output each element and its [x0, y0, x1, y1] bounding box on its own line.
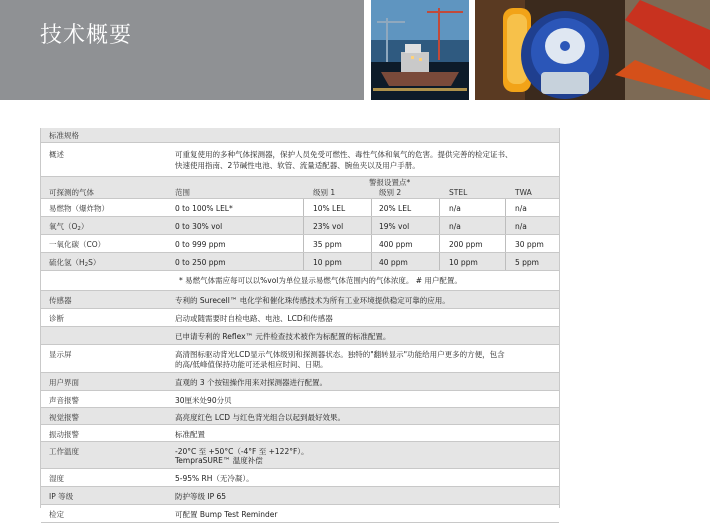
table-row: [41, 253, 559, 271]
gas-level1: 35 ppm: [313, 240, 342, 249]
last-row-text: 可配置 Bump Test Reminder: [175, 510, 278, 519]
temperature-text-1: -20°C 至 +50°C（-4°F 至 +122°F）。: [175, 447, 309, 456]
gas-level2: 40 ppm: [379, 258, 408, 267]
display-text-1: 高清图标驱动背光LCD显示气体级别和探测器状态。独特的"翻转显示"功能给用户更多的方便，包含: [175, 350, 505, 359]
gas-stel: n/a: [449, 204, 461, 213]
gas-name: 氧气（O2）: [49, 222, 89, 232]
alarm-setpoint-header: 警报设置点*: [369, 178, 411, 187]
display-text-2: 的高/低峰值保持功能可还录相应时间、日期。: [175, 360, 328, 369]
table-row: [41, 235, 559, 253]
overview-label: 概述: [49, 150, 64, 159]
diagnostic-text: 启动或随需要时自检电路、电池、LCD和传感器: [175, 314, 333, 323]
gas-column-header: 可探测的气体: [49, 188, 94, 197]
display-row: [41, 345, 559, 373]
gas-level2: 20% LEL: [379, 204, 412, 213]
reflex-row: [41, 327, 559, 345]
header-band: [0, 0, 364, 100]
ui-label: 用户界面: [49, 378, 79, 387]
humidity-label: 湿度: [49, 474, 64, 483]
gas-twa: 5 ppm: [515, 258, 539, 267]
overview-text-2: 快速使用指南、2节碱性电池、软管、流量适配器、腕鱼夹以及用户手册。: [175, 161, 420, 170]
twa-column-header: TWA: [515, 188, 532, 197]
page-title: 技术概要: [40, 23, 133, 48]
level1-column-header: 级别 1: [313, 188, 336, 197]
section-title-row: [41, 128, 559, 143]
gas-twa: 30 ppm: [515, 240, 544, 249]
port-ship-photo: [371, 0, 469, 100]
overview-row: [41, 143, 559, 177]
footnote-row: [41, 271, 559, 291]
gas-level1: 10 ppm: [313, 258, 342, 267]
sensor-row: [41, 291, 559, 309]
gas-range: 0 to 30% vol: [175, 222, 223, 231]
table-row: [41, 199, 559, 217]
gas-range: 0 to 250 ppm: [175, 258, 226, 267]
ui-text: 直观的 3 个按钮操作用来对探测器进行配置。: [175, 378, 328, 387]
visual-alarm-label: 视觉报警: [49, 413, 79, 422]
temperature-row: [41, 442, 559, 469]
last-row-label: 检定: [49, 510, 64, 519]
gas-twa: n/a: [515, 222, 527, 231]
gas-twa: n/a: [515, 204, 527, 213]
range-column-header: 范围: [175, 188, 190, 197]
table-row: [41, 217, 559, 235]
audio-alarm-row: [41, 391, 559, 408]
gas-stel: n/a: [449, 222, 461, 231]
gas-header-row: [41, 177, 559, 199]
sensor-text: 专利的 Surecell™ 电化学和催化珠传感技术为所有工业环境提供稳定可靠的应用。: [175, 296, 450, 305]
diagnostic-label: 诊断: [49, 314, 64, 323]
temperature-label: 工作温度: [49, 447, 79, 456]
display-label: 显示屏: [49, 350, 72, 359]
gas-detector-photo: [475, 0, 710, 100]
overview-text-1: 可重复使用的多种气体探测器，保护人员免受可燃性、毒性气体和氧气的危害。提供完善的检定证书、: [175, 150, 513, 159]
visual-alarm-text: 高亮度红色 LCD 与红色背光组合以起到最好效果。: [175, 413, 345, 422]
gas-name: 易燃物（爆炸物）: [49, 204, 109, 213]
stel-column-header: STEL: [449, 188, 468, 197]
section-title: 标准规格: [49, 131, 79, 140]
ui-row: [41, 373, 559, 391]
reflex-text: 已申请专利的 Reflex™ 元件检查技术被作为标配置的标准配置。: [175, 332, 391, 341]
audio-alarm-text: 30厘米处90分贝: [175, 396, 232, 405]
gas-range: 0 to 100% LEL*: [175, 204, 233, 213]
sensor-label: 传感器: [49, 296, 72, 305]
level2-column-header: 级别 2: [379, 188, 402, 197]
audio-alarm-label: 声音报警: [49, 396, 79, 405]
gas-range: 0 to 999 ppm: [175, 240, 226, 249]
spec-table: [40, 128, 560, 519]
vibration-alarm-text: 标准配置: [175, 430, 205, 439]
ip-rating-row: [41, 487, 559, 505]
ip-rating-label: IP 等级: [49, 492, 74, 501]
gas-level2: 19% vol: [379, 222, 410, 231]
diagnostic-row: [41, 309, 559, 327]
gas-level1: 10% LEL: [313, 204, 346, 213]
gas-stel: 10 ppm: [449, 258, 478, 267]
gas-level2: 400 ppm: [379, 240, 413, 249]
vibration-alarm-label: 振动报警: [49, 430, 79, 439]
gas-name: 硫化氢（H2S）: [49, 258, 101, 268]
vibration-alarm-row: [41, 425, 559, 442]
footnote: * 易燃气体需应每可以以%vol为单位显示易燃气体范围内的气体浓度。 # 用户配置。: [179, 276, 462, 285]
last-row: [41, 505, 559, 523]
gas-name: 一氧化碳（CO）: [49, 240, 106, 249]
humidity-row: [41, 469, 559, 487]
gas-level1: 23% vol: [313, 222, 344, 231]
temperature-text-2: TempraSURE™ 温度补偿: [175, 456, 263, 465]
ip-rating-text: 防护等级 IP 65: [175, 492, 227, 501]
visual-alarm-row: [41, 408, 559, 425]
humidity-text: 5-95% RH（无冷凝）。: [175, 474, 254, 483]
gas-stel: 200 ppm: [449, 240, 483, 249]
